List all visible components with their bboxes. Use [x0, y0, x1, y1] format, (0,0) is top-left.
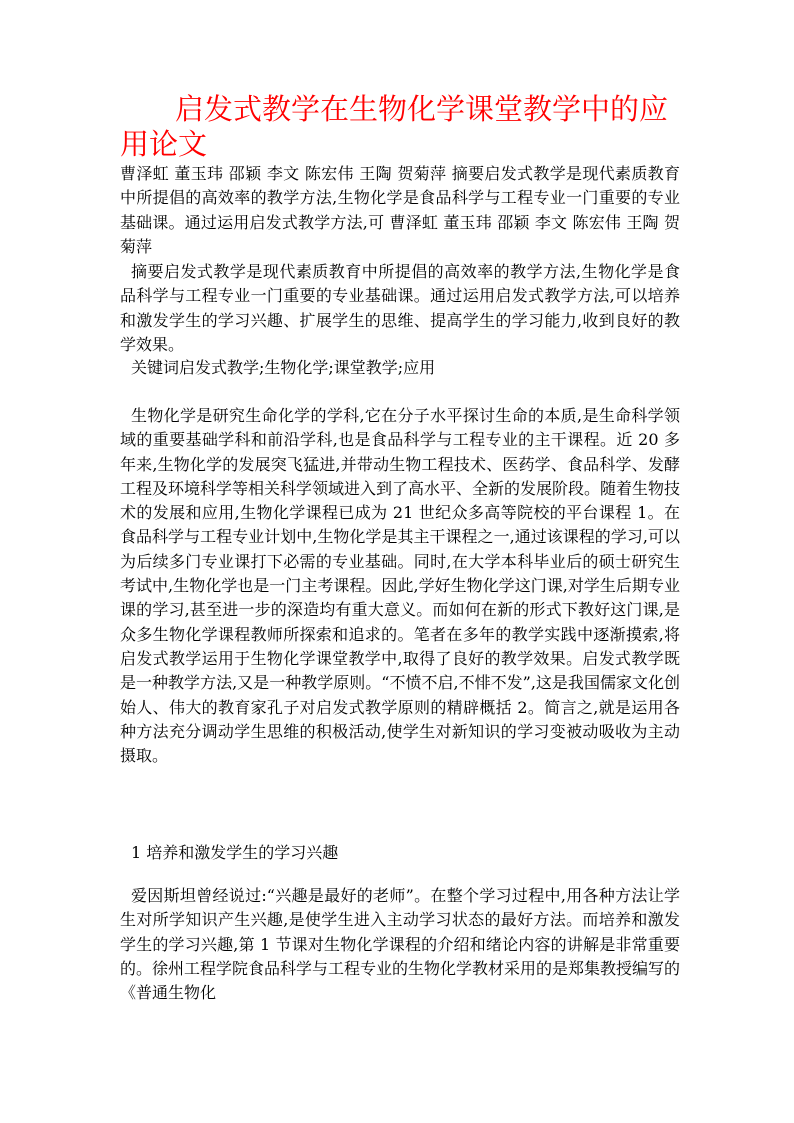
section-heading: 1 培养和激发学生的学习兴趣	[131, 843, 339, 862]
author-summary: 曹泽虹 董玉玮 邵颖 李文 陈宏伟 王陶 贺菊萍 摘要启发式教学是现代素质教育中所提倡的高效率的教学方法,生物化学是食品科学与工程专业一门重要的专业基础课。通过运用启发式教学方法,可 曹泽虹 董玉玮 邵颖 李文 陈宏伟 王陶 贺菊萍	[120, 164, 680, 256]
keywords-line: 关键词启发式教学;生物化学;课堂教学;应用	[131, 358, 436, 377]
intro-paragraph: 生物化学是研究生命化学的学科,它在分子水平探讨生命的本质,是生命科学领域的重要基础学科和前沿学科,也是食品科学与工程专业的主干课程。近 20 多年来,生物化学的发展突飞猛进,并带动生物工程技术、医药学、食品科学、发酵工程及环境科学等相关科学领域进入到了高水平、全新的发展阶段。随着生物技术的发展和应用,生物化学课程已成为 21 世纪众多高等院校的平台课程 1。在食品科学与工程专业计划中,生物化学是其主干课程之一,通过该课程的学习,可以为后续多门专业课打下必需的专业基础。同时,在大学本科毕业后的硕士研究生考试中,生物化学也是一门主考课程。因此,学好生物化学这门课,对学生后期专业课的学习,甚至进一步的深造均有重大意义。而如何在新的形式下教好这门课,是众多生物化学课程教师所探索和追求的。笔者在多年的教学实践中逐渐摸索,将启发式教学运用于生物化学课堂教学中,取得了良好的教学效果。启发式教学既是一种教学方法,又是一种教学原则。“不愤不启,不悱不发”,这是我国儒家文化创始人、伟大的教育家孔子对启发式教学原则的精辟概括 2。简言之,就是运用各种方法充分调动学生思维的积极活动,使学生对新知识的学习变被动吸收为主动摄取。	[120, 406, 681, 766]
section-paragraph: 爱因斯坦曾经说过:“兴趣是最好的老师”。在整个学习过程中,用各种方法让学生对所学知识产生兴趣,是使学生进入主动学习状态的最好方法。而培养和激发学生的学习兴趣,第 1 节课对生物化学课程的介绍和绪论内容的讲解是非常重要的。徐州工程学院食品科学与工程专业的生物化学教材采用的是郑集教授编写的《普通生物化	[120, 886, 681, 1003]
abstract-paragraph: 摘要启发式教学是现代素质教育中所提倡的高效率的教学方法,生物化学是食品科学与工程专业一门重要的专业基础课。通过运用启发式教学方法,可以培养和激发学生的学习兴趣、扩展学生的思维、提高学生的学习能力,收到良好的教学效果。	[120, 262, 680, 354]
document-title: 启发式教学在生物化学课堂教学中的应用论文	[120, 92, 669, 161]
